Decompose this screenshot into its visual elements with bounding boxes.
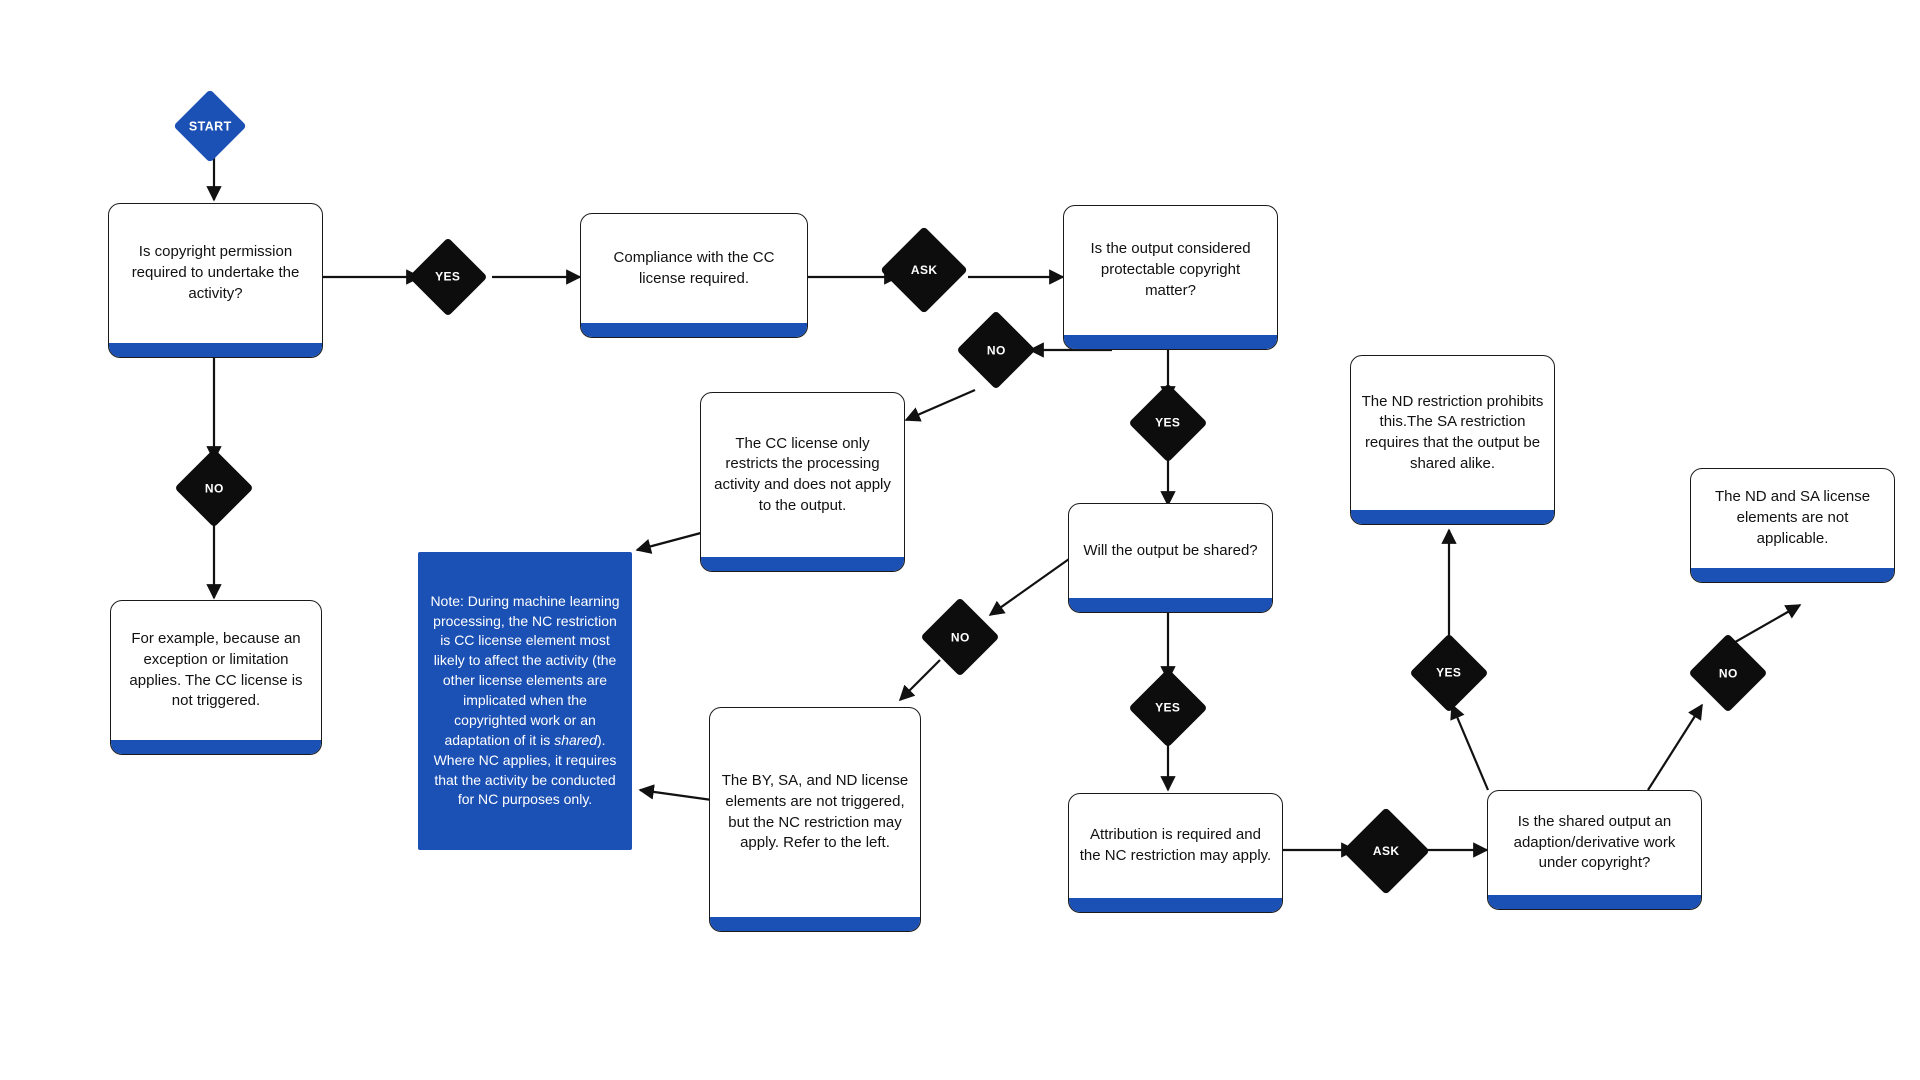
node-note-nc-restriction	[418, 552, 632, 850]
no-diamond	[920, 597, 999, 676]
node-text: Is the output considered protectable copyright matter?	[1090, 240, 1251, 299]
start-diamond	[173, 89, 247, 163]
node-text: The ND restriction prohibits this.The SA restriction requires that the output be shared alike.	[1361, 392, 1544, 472]
node-band	[1351, 510, 1554, 524]
node-text: The BY, SA, and ND license elements are not triggered, but the NC restriction may apply. Refer to the left.	[721, 772, 909, 852]
node-no-3	[932, 609, 988, 665]
node-band	[710, 917, 920, 931]
yes-label: YES	[435, 270, 461, 284]
node-is-shared-output-derivative	[1487, 790, 1702, 910]
node-band	[1069, 898, 1282, 912]
no-diamond	[956, 310, 1035, 389]
node-band	[1691, 568, 1894, 582]
ask-diamond	[1342, 807, 1430, 895]
node-will-output-be-shared	[1068, 503, 1273, 613]
node-text: Compliance with the CC license required.	[613, 248, 775, 287]
node-no-4	[1700, 645, 1756, 701]
node-band	[1488, 895, 1701, 909]
yes-diamond	[1409, 633, 1488, 712]
yes-label: YES	[1436, 666, 1462, 680]
note-part-1: Note: During machine learning processing, the NC restriction is CC license element most likely to affect the activity (the other license elements are implicated when the copyrighted work or an adaptation of it is	[430, 592, 620, 748]
node-band	[581, 323, 807, 337]
no-label: NO	[986, 343, 1006, 357]
no-diamond	[174, 448, 253, 527]
node-no-2	[968, 322, 1024, 378]
node-is-copyright-permission-required	[108, 203, 323, 358]
note-part-2: ). Where NC applies, it requires that the activity be conducted for NC purposes only.	[433, 731, 617, 808]
yes-diamond	[408, 237, 487, 316]
node-cc-license-not-triggered	[110, 600, 322, 755]
node-yes-1	[420, 249, 476, 305]
yes-diamond	[1128, 383, 1207, 462]
node-text: Is copyright permission required to undertake the activity?	[131, 243, 300, 302]
node-band	[1069, 598, 1272, 612]
node-text: Will the output be shared?	[1083, 541, 1258, 559]
node-text: Attribution is required and the NC restriction may apply.	[1079, 826, 1272, 864]
yes-label: YES	[1155, 701, 1181, 715]
node-start	[184, 100, 236, 152]
node-attribution-required	[1068, 793, 1283, 913]
start-label: START	[188, 119, 232, 133]
node-text: Is the shared output an adaption/derivative work under copyright?	[1513, 812, 1676, 872]
node-yes-4	[1421, 645, 1477, 701]
node-text: The CC license only restricts the processing activity and does not apply to the output.	[714, 434, 891, 514]
ask-label: ASK	[910, 262, 938, 277]
note-italic-shared: shared	[554, 731, 597, 748]
node-band	[109, 343, 322, 357]
note-text	[418, 582, 632, 821]
node-text: For example, because an exception or limitation applies. The CC license is not triggered.	[129, 630, 303, 710]
no-label: NO	[950, 630, 970, 644]
ask-label: ASK	[1372, 843, 1400, 858]
node-compliance-required	[580, 213, 808, 338]
node-text: The ND and SA license elements are not applicable.	[1714, 488, 1871, 547]
yes-diamond	[1128, 668, 1207, 747]
node-band	[1064, 335, 1277, 349]
node-nd-sa-not-applicable	[1690, 468, 1895, 583]
no-label: NO	[1718, 666, 1738, 680]
yes-label: YES	[1155, 416, 1181, 430]
node-nd-prohibits-sa-share-alike	[1350, 355, 1555, 525]
node-ask-2	[1355, 820, 1417, 882]
node-by-sa-nd-not-triggered	[709, 707, 921, 932]
ask-diamond	[880, 226, 968, 314]
node-band	[111, 740, 321, 754]
node-no-1	[186, 460, 242, 516]
node-yes-2	[1140, 395, 1196, 451]
node-cc-license-only-restricts-processing	[700, 392, 905, 572]
no-label: NO	[204, 481, 224, 495]
no-diamond	[1688, 633, 1767, 712]
node-band	[701, 557, 904, 571]
node-is-output-protectable	[1063, 205, 1278, 350]
node-ask-1	[893, 239, 955, 301]
node-yes-3	[1140, 680, 1196, 736]
